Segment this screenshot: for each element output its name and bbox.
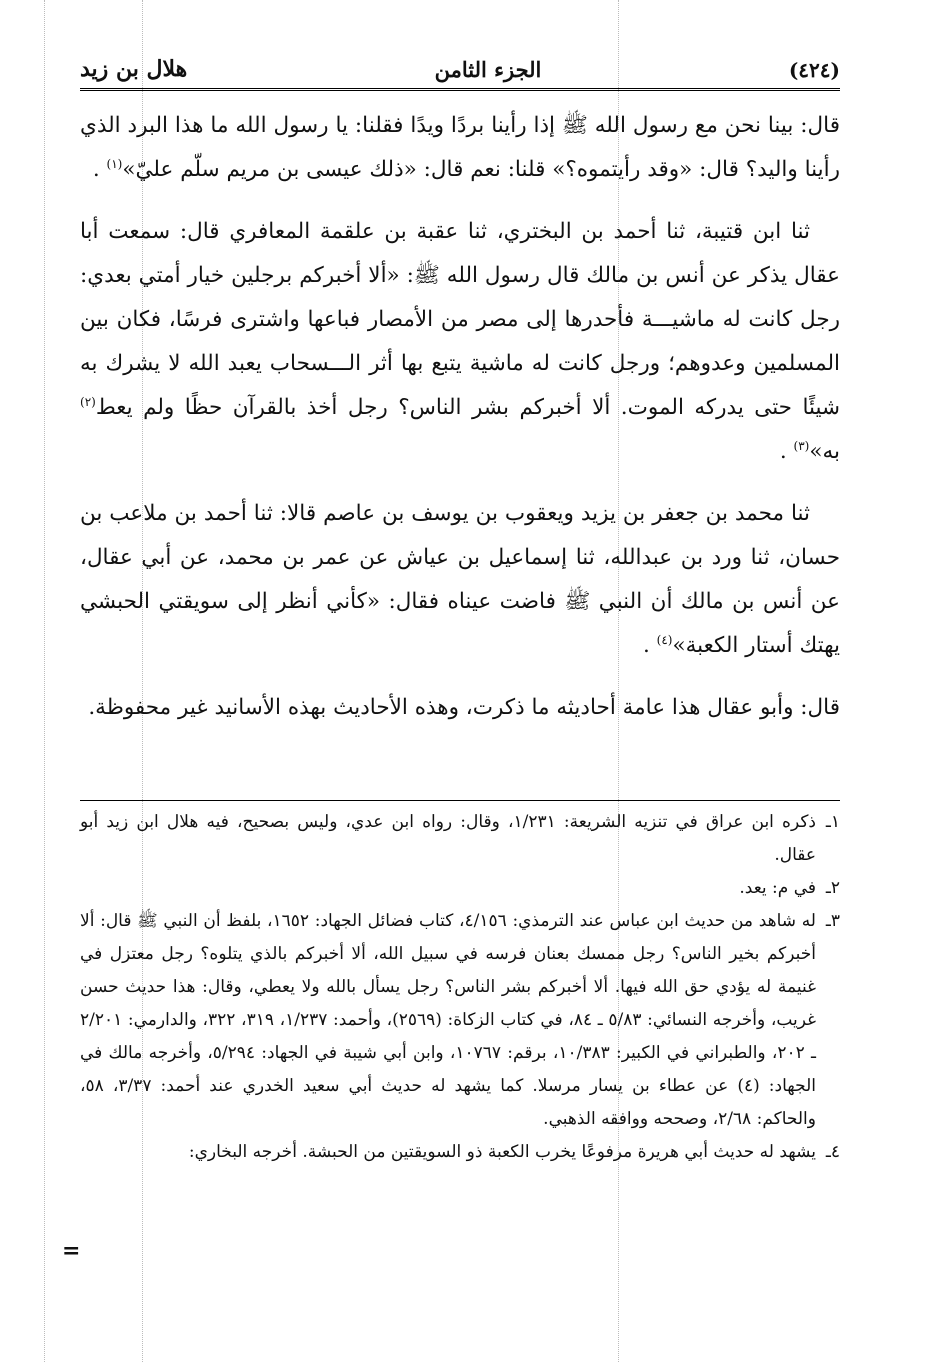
page-header <box>80 40 840 91</box>
footnote-number: ٤ـ <box>825 1142 840 1162</box>
footnote-text: يشهد له حديث أبي هريرة مرفوعًا يخرب الكعبة ذو السويقتين من الحبشة. أخرجه البخاري: <box>188 1142 816 1162</box>
footnote-text: له شاهد من حديث ابن عباس عند الترمذي: ٤/١٥٦، كتاب فضائل الجهاد: ١٦٥٢، بلفظ أن النبي ﷺ قال: ألا أخبركم بخير الناس؟ رجل ممسك بعنان فرسه في سبيل الله، ألا أخبركم بالذي يتلوه؟ رجل معتزل في غنيمة له يؤدي حق الله فيها. ألا أخبركم بشر الناس؟ رجل يسأل بالله ولا يعطي، وقال: هذا حديث حسن غريب، وأخرجه النسائي: ٥/٨٣ ـ ٨٤، في كتاب الزكاة: (٢٥٦٩)، وأحمد: ١/٢٣٧، ٣١٩، ٣٢٢، والدارمي: ٢/٢٠١ ـ ٢٠٢، والطبراني في الكبير: ١٠/٣٨٣، برقم: ١٠٧٦٧، وابن أبي شيبة في الجهاد: ٥/٢٩٤، وأخرجه مالك في الجهاد: (٤) عن عطاء بن يسار مرسلا. كما يشهد له حديث أبي سعيد الخدري عند أحمد: ٣/٣٧، ٥٨، والحاكم: ٢/٦٨، وصححه ووافقه الذهبي. <box>80 911 817 1129</box>
main-text <box>80 104 840 748</box>
footnote <box>80 1136 840 1169</box>
volume-title: الجزء الثامن <box>434 57 542 82</box>
footnote-ref: (٣) <box>793 438 810 453</box>
paragraph: ثنا محمد بن جعفر بن يزيد ويعقوب بن يوسف بن عاصم قالا: ثنا أحمد بن ملاعب بن حسان، ثنا ورد بن عبدالله، ثنا إسماعيل بن عياش عن عمر بن محمد، عن أبي عقال، عن أنس بن مالك أن النبي ﷺ فاضت عيناه فقال: «كأني أنظر إلى سويقتي الحبشي يهتك أستار الكعبة»$^{(٤)}$ . <box>80 501 840 658</box>
chapter-title: هلال بن زيد <box>80 56 188 82</box>
continuation-mark: = <box>62 1238 81 1264</box>
footnote-ref: (١) <box>106 156 123 171</box>
footnote-ref: (٢) <box>80 394 96 409</box>
footnotes <box>80 806 840 1169</box>
footnote-number: ٢ـ <box>825 878 840 898</box>
scan-line <box>44 0 45 1362</box>
footnote-ref: (٤) <box>656 632 673 647</box>
footnote <box>80 905 840 1136</box>
footnote-text: ذكره ابن عراق في تنزيه الشريعة: ١/٢٣١، وقال: رواه ابن عدي، وليس بصحيح، فيه هلال ابن زيد أبو عقال. <box>80 812 816 865</box>
paragraph: ثنا ابن قتيبة، ثنا أحمد بن البختري، ثنا عقبة بن علقمة المعافري قال: سمعت أبا عقال يذكر عن أنس بن مالك قال رسول الله ﷺ: «ألا أخبركم برجلين خيار أمتي بعدي: رجل كانت له ماشيـــة فأحدرها إلى مصر من الأمصار فباعها واشترى فرسًا، فكان بين المسلمين وعدوهم؛ ورجل كانت له ماشية يتبع بها أثر الـــسحاب يعبد الله لا يشرك به شيئًا حتى يدركه الموت. ألا أخبركم بشر الناس؟ رجل أخذ بالقرآن حظًا ولم يعط$^{(٢)}$ به»$^{(٣)}$ . <box>80 219 840 464</box>
paragraph: قال: بينا نحن مع رسول الله ﷺ إذا رأينا بردًا ويدًا فقلنا: يا رسول الله ما هذا البرد الذي رأينا واليد؟ قال: «وقد رأيتموه؟» قلنا: نعم قال: «ذلك عيسى بن مريم سلّم عليّ»$^{(١)}$ . <box>80 113 840 182</box>
footnote-text: في م: يعد. <box>739 878 816 898</box>
footnote <box>80 806 840 872</box>
page-number: (٤٢٤) <box>788 58 840 82</box>
footnote-number: ٣ـ <box>825 911 840 931</box>
paragraph: قال: وأبو عقال هذا عامة أحاديثه ما ذكرت، وهذه الأحاديث بهذه الأسانيد غير محفوظة. <box>88 695 840 720</box>
footnote-divider <box>80 800 840 801</box>
footnote-number: ١ـ <box>825 812 840 832</box>
footnote <box>80 872 840 905</box>
